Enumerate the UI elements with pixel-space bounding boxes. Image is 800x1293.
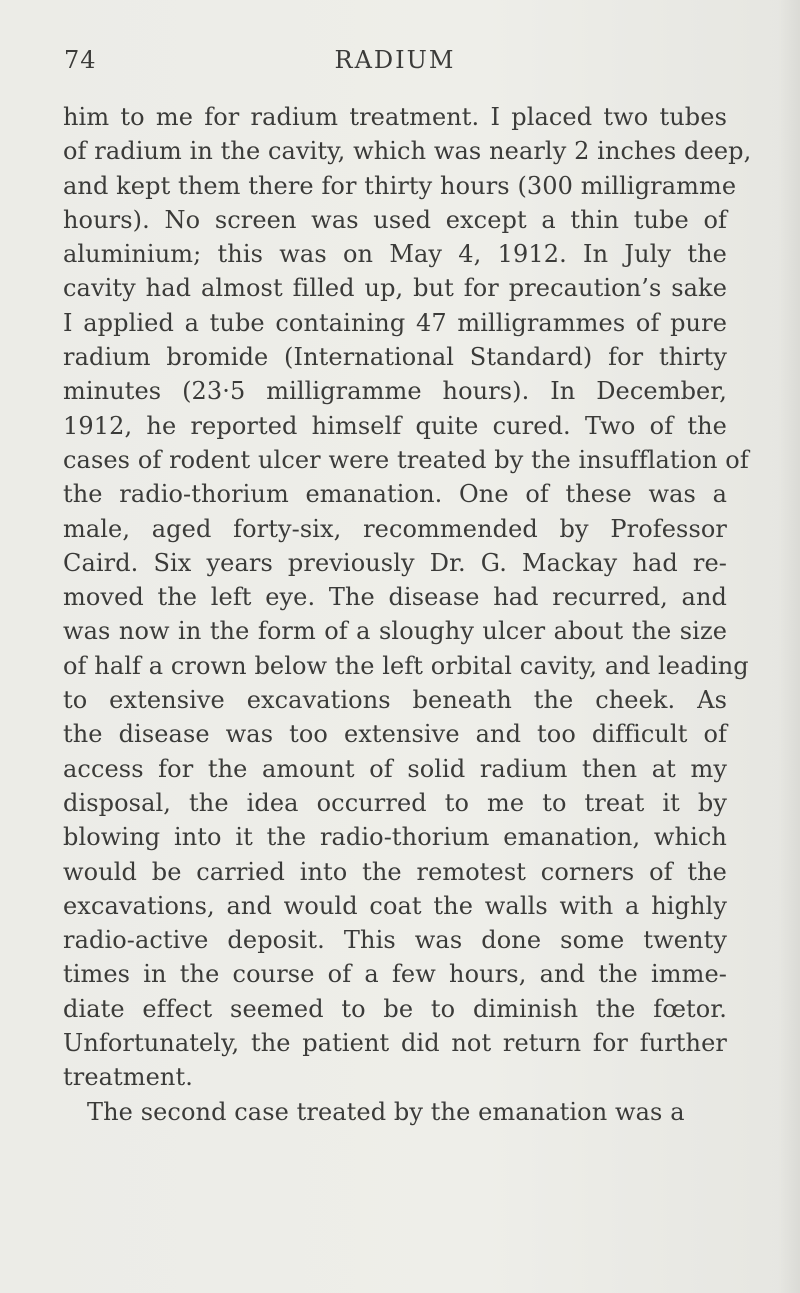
text-line: excavations, and would coat the walls with a highly bbox=[63, 891, 727, 920]
page-edge-shadow bbox=[778, 0, 800, 1293]
text-line: the disease was too extensive and too difficult of bbox=[63, 720, 727, 749]
text-line: of half a crown below the left orbital cavity, and leading bbox=[63, 651, 749, 680]
text-line: treatment. bbox=[63, 1063, 193, 1092]
text-line: radio-active deposit. This was done some twenty bbox=[63, 926, 727, 955]
text-line: to extensive excavations beneath the cheek. As bbox=[63, 686, 727, 715]
text-line: radium bromide (International Standard) for thirty bbox=[63, 343, 727, 372]
text-line: hours). No screen was used except a thin tube of bbox=[63, 205, 727, 234]
text-line: times in the course of a few hours, and the imme- bbox=[63, 960, 727, 989]
text-line: and kept them there for thirty hours (300 milligramme bbox=[63, 171, 737, 200]
text-line: moved the left eye. The disease had recurred, and bbox=[63, 583, 727, 612]
text-line: the radio-thorium emanation. One of these was a bbox=[63, 480, 727, 509]
body-text bbox=[63, 100, 752, 1129]
text-line: 1912, he reported himself quite cured. Two of the bbox=[63, 411, 727, 440]
text-line: of radium in the cavity, which was nearly 2 inches deep, bbox=[63, 137, 752, 166]
text-line: diate effect seemed to be to diminish the fœtor. bbox=[63, 994, 727, 1023]
text-line: male, aged forty-six, recommended by Professor bbox=[63, 514, 727, 543]
text-line: disposal, the idea occurred to me to treat it by bbox=[63, 788, 727, 817]
page-header bbox=[64, 46, 726, 86]
text-line: minutes (23·5 milligramme hours). In December, bbox=[63, 377, 727, 406]
text-line: I applied a tube containing 47 milligrammes of pure bbox=[63, 308, 727, 337]
text-line: Caird. Six years previously Dr. G. Mackay had re- bbox=[63, 548, 727, 577]
text-line: The second case treated by the emanation was a bbox=[87, 1097, 685, 1126]
text-line: was now in the form of a sloughy ulcer about the size bbox=[63, 617, 727, 646]
text-line: aluminium; this was on May 4, 1912. In July the bbox=[63, 240, 727, 269]
text-line: blowing into it the radio-thorium emanation, which bbox=[63, 823, 727, 852]
text-line: cavity had almost filled up, but for precaution’s sake bbox=[63, 274, 727, 303]
text-line: cases of rodent ulcer were treated by the insufflation of bbox=[63, 445, 749, 474]
text-line: would be carried into the remotest corners of the bbox=[63, 857, 727, 886]
text-line: access for the amount of solid radium then at my bbox=[63, 754, 727, 783]
text-line: Unfortunately, the patient did not return for further bbox=[63, 1029, 727, 1058]
running-head: RADIUM bbox=[334, 46, 456, 74]
page-number: 74 bbox=[64, 46, 97, 74]
text-line: him to me for radium treatment. I placed two tubes bbox=[63, 103, 727, 131]
